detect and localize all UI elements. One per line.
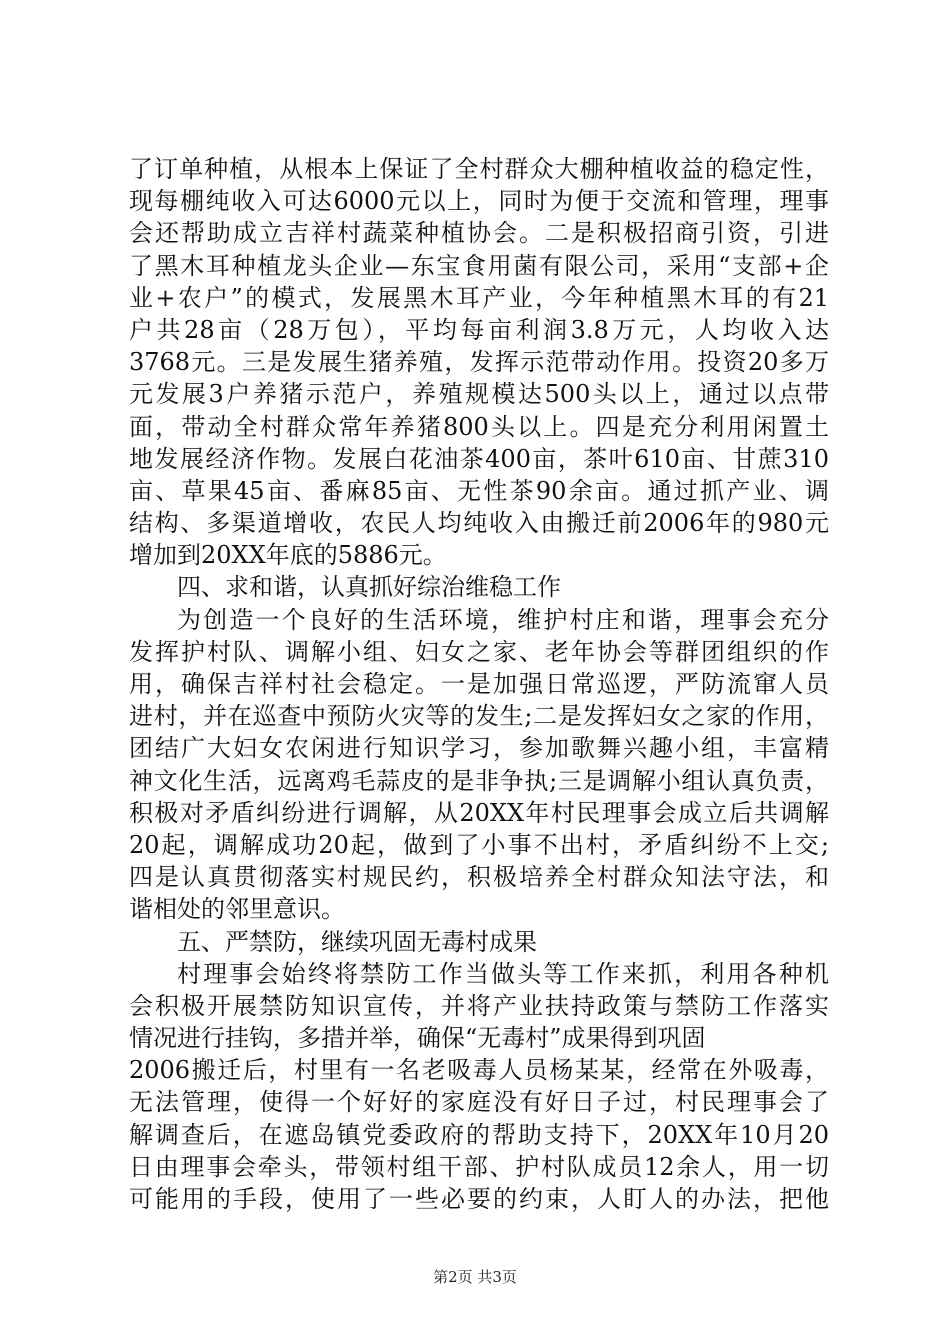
text-line: 日由理事会牵头，带领村组干部、护村队成员12余人，用一切 bbox=[129, 1152, 829, 1181]
text-line: 积极对矛盾纠纷进行调解，从20XX年村民理事会成立后共调解 bbox=[129, 798, 829, 827]
text-line: 为创造一个良好的生活环境，维护村庄和谐，理事会充分 bbox=[177, 605, 829, 634]
text-line: 元发展3户养猪示范户，养殖规模达500头以上，通过以点带 bbox=[129, 380, 829, 409]
text-line: 会还帮助成立吉祥村蔬菜种植协会。二是积极招商引资，引进 bbox=[129, 219, 829, 248]
text-line: 情况进行挂钩，多措并举，确保“无毒村”成果得到巩固 bbox=[129, 1024, 706, 1053]
text-line: 2006搬迁后，村里有一名老吸毒人员杨某某，经常在外吸毒， bbox=[129, 1056, 829, 1085]
text-line: 解调查后，在遮岛镇党委政府的帮助支持下，20XX年10月20 bbox=[129, 1120, 829, 1149]
text-line: 增加到20XX年底的5886元。 bbox=[129, 541, 447, 570]
text-line: 神文化生活，远离鸡毛蒜皮的是非争执;三是调解小组认真负责， bbox=[129, 766, 829, 795]
text-line: 面，带动全村群众常年养猪800头以上。四是充分利用闲置土 bbox=[129, 412, 829, 441]
text-line: 发挥护村队、调解小组、妇女之家、老年协会等群团组织的作 bbox=[129, 637, 829, 666]
section-heading: 五、严禁防，继续巩固无毒村成果 bbox=[177, 927, 537, 956]
text-line: 进村，并在巡查中预防火灾等的发生;二是发挥妇女之家的作用， bbox=[129, 702, 829, 731]
text-line: 亩、草果45亩、番麻85亩、无性茶90余亩。通过抓产业、调 bbox=[129, 476, 829, 505]
text-line: 了订单种植，从根本上保证了全村群众大棚种植收益的稳定性， bbox=[129, 155, 829, 183]
text-line: 20起，调解成功20起，做到了小事不出村，矛盾纠纷不上交; bbox=[129, 830, 829, 859]
text-line: 团结广大妇女农闲进行知识学习，参加歌舞兴趣小组，丰富精 bbox=[129, 734, 829, 763]
text-line: 用，确保吉祥村社会稳定。一是加强日常巡逻，严防流窜人员 bbox=[129, 670, 829, 698]
document-body bbox=[129, 153, 829, 1215]
text-line: 户共28亩（28万包），平均每亩利润3.8万元，人均收入达 bbox=[129, 315, 829, 344]
text-line: 现每棚纯收入可达6000元以上，同时为便于交流和管理，理事 bbox=[129, 187, 829, 216]
text-line: 谐相处的邻里意识。 bbox=[129, 895, 345, 924]
section-heading: 四、求和谐，认真抓好综治维稳工作 bbox=[177, 573, 561, 602]
text-line: 无法管理，使得一个好好的家庭没有好日子过，村民理事会了 bbox=[129, 1088, 829, 1117]
text-line: 会积极开展禁防知识宣传，并将产业扶持政策与禁防工作落实 bbox=[129, 991, 829, 1020]
text-line: 四是认真贯彻落实村规民约，积极培养全村群众知法守法，和 bbox=[129, 863, 829, 892]
text-line: 地发展经济作物。发展白花油茶400亩，茶叶610亩、甘蔗310 bbox=[129, 444, 829, 473]
page-number-label: 第2页 共3页 bbox=[433, 1268, 517, 1286]
text-line: 了黑木耳种植龙头企业—东宝食用菌有限公司，采用“支部+企 bbox=[129, 251, 829, 280]
text-line: 结构、多渠道增收，农民人均纯收入由搬迁前2006年的980元 bbox=[129, 509, 829, 538]
page-footer bbox=[0, 1266, 950, 1287]
text-line: 3768元。三是发展生猪养殖，发挥示范带动作用。投资20多万 bbox=[129, 348, 829, 377]
text-line: 业+农户”的模式，发展黑木耳产业，今年种植黑木耳的有21 bbox=[129, 283, 829, 312]
text-line: 可能用的手段，使用了一些必要的约束，人盯人的办法，把他 bbox=[129, 1185, 829, 1213]
text-line: 村理事会始终将禁防工作当做头等工作来抓，利用各种机 bbox=[177, 959, 829, 988]
